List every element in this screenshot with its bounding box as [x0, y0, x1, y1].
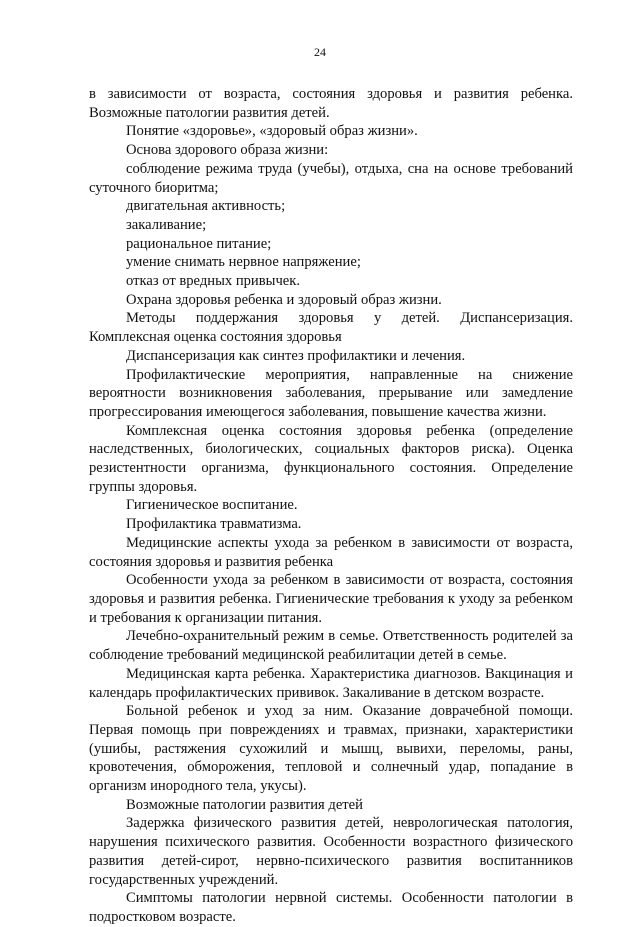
paragraph: рациональное питание;: [126, 235, 272, 252]
paragraph: двигательная активность;: [126, 198, 286, 215]
paragraph: Медицинские аспекты ухода за ребенком в зависимости от возраста, состояния здоровья и развития ребенка: [89, 534, 573, 570]
paragraph: Профилактика травматизма.: [126, 516, 302, 533]
paragraph: Больной ребенок и уход за ним. Оказание доврачебной помощи. Первая помощь при повреждениях и травмах, признаки, характеристики (ушибы, растяжения сухожилий и мышц, вывихи, переломы, раны, кровотечения, обморожения, тепловой и солнечный удар, попадание в организм инородного тела, укусы).: [89, 703, 573, 795]
paragraph: Особенности ухода за ребенком в зависимости от возраста, состояния здоровья и развития ребенка. Гигиенические требования к уходу за ребенком и требования к организации питания.: [89, 572, 573, 626]
paragraph: отказ от вредных привычек.: [126, 273, 300, 290]
paragraph: умение снимать нервное напряжение;: [126, 254, 361, 271]
paragraph: закаливание;: [126, 216, 207, 233]
paragraph: соблюдение режима труда (учебы), отдыха, сна на основе требований суточного биоритма;: [89, 160, 573, 196]
paragraph: в зависимости от возраста, состояния здоровья и развития ребенка. Возможные патологии развития детей.: [89, 86, 573, 121]
paragraph: Медицинская карта ребенка. Характеристика диагнозов. Вакцинация и календарь профилактических прививок. Закаливание в детском возрасте.: [89, 665, 573, 701]
paragraph: Симптомы патологии нервной системы. Особенности патологии в подростковом возрасте.: [89, 890, 573, 925]
paragraph: Комплексная оценка состояния здоровья ребенка (определение наследственных, биологических, социальных факторов риска). Оценка резистентности организма, функционального состояния. Определение группы здоровья.: [89, 422, 573, 495]
page-number: 24: [314, 45, 326, 59]
paragraph: Задержка физического развития детей, неврологическая патология, нарушения психического развития. Особенности возрастного физического развития детей-сирот, нервно-психического развития воспитанников государственных учреждений.: [89, 815, 573, 888]
paragraph: Гигиеническое воспитание.: [126, 497, 298, 514]
document-body: [89, 85, 573, 927]
paragraph: Возможные патологии развития детей: [126, 796, 363, 813]
paragraph: Лечебно-охранительный режим в семье. Ответственность родителей за соблюдение требований медицинской реабилитации детей в семье.: [89, 628, 573, 664]
paragraph: Профилактические мероприятия, направленные на снижение вероятности возникновения заболевания, прерывание или замедление прогрессирования имеющегося заболевания, повышение качества жизни.: [89, 366, 573, 420]
paragraph: Охрана здоровья ребенка и здоровый образ жизни.: [126, 291, 442, 308]
paragraph: Основа здорового образа жизни:: [126, 142, 329, 159]
paragraph: Диспансеризация как синтез профилактики и лечения.: [126, 347, 466, 364]
paragraph: Методы поддержания здоровья у детей. Диспансеризация. Комплексная оценка состояния здоровья: [89, 310, 573, 346]
paragraph: Понятие «здоровье», «здоровый образ жизни».: [126, 123, 418, 140]
